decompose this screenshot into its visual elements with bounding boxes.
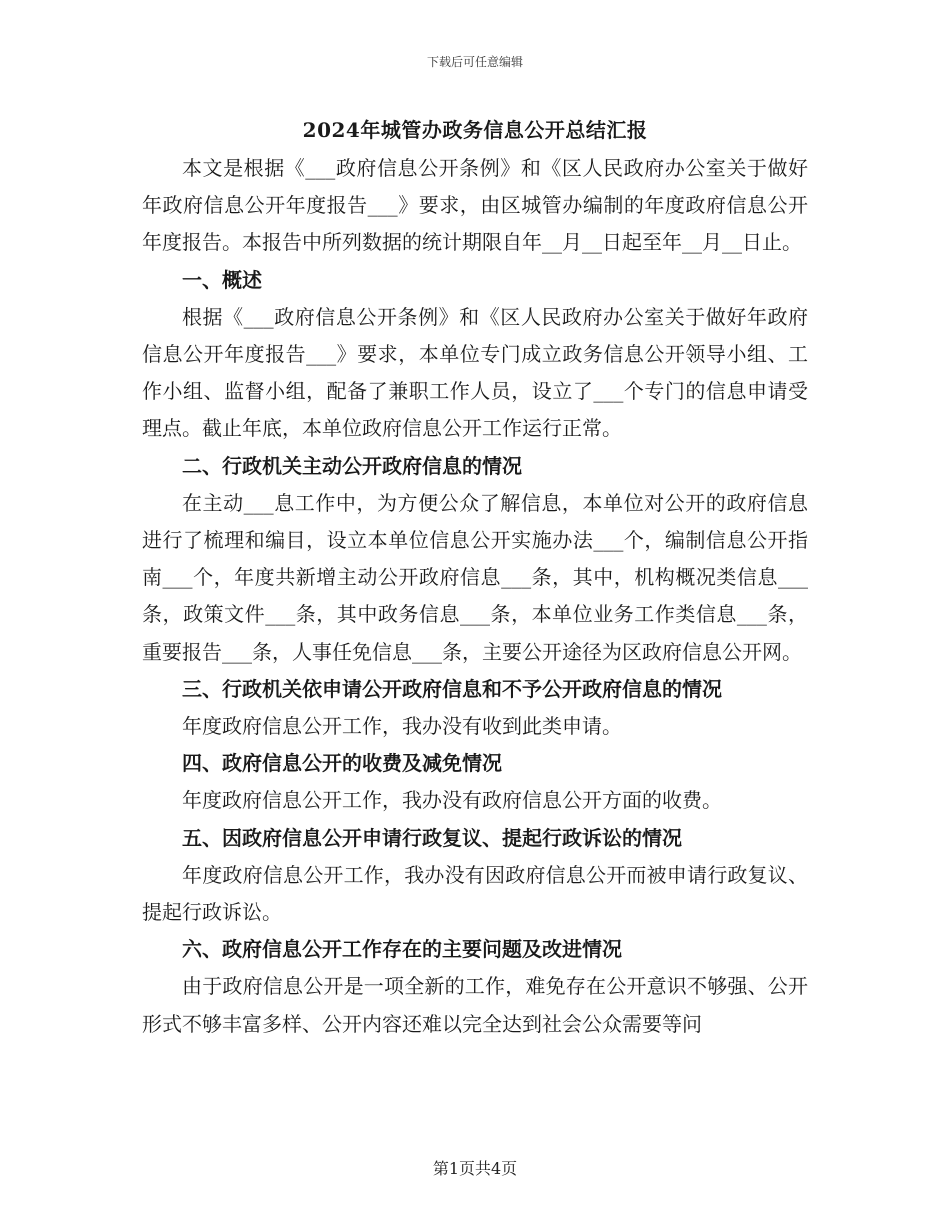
page-number: 第1页共4页 bbox=[432, 1159, 518, 1178]
section-heading-fees: 四、政府信息公开的收费及减免情况 bbox=[182, 751, 502, 776]
section-heading-reviews: 五、因政府信息公开申请行政复议、提起行政诉讼的情况 bbox=[182, 825, 682, 850]
section-heading-problems: 六、政府信息公开工作存在的主要问题及改进情况 bbox=[182, 937, 622, 962]
section-heading-applications: 三、行政机关依申请公开政府信息和不予公开政府信息的情况 bbox=[182, 676, 722, 701]
problems-paragraph: 由于政府信息公开是一项全新的工作，难免存在公开意识不够强、公开形式不够丰富多样、公开内容还难以完全达到社会公众需要等问 bbox=[142, 974, 808, 1036]
fees-paragraph: 年度政府信息公开工作，我办没有政府信息公开方面的收费。 bbox=[182, 788, 722, 813]
download-note: 下载后可任意编辑 bbox=[426, 55, 523, 69]
applications-paragraph: 年度政府信息公开工作，我办没有收到此类申请。 bbox=[182, 714, 622, 739]
section-heading-proactive-disclosure: 二、行政机关主动公开政府信息的情况 bbox=[182, 453, 522, 478]
document-body bbox=[142, 150, 808, 1043]
intro-paragraph: 本文是根据《___政府信息公开条例》和《区人民政府办公室关于做好年政府信息公开年度报告___》要求，由区城管办编制的年度政府信息公开年度报告。本报告中所列数据的统计期限自年__月__日起至年__月__日止。 bbox=[142, 156, 808, 255]
document-title: 2024年城管办政务信息公开总结汇报 bbox=[302, 118, 648, 142]
reviews-paragraph: 年度政府信息公开工作，我办没有因政府信息公开而被申请行政复议、提起行政诉讼。 bbox=[142, 862, 808, 925]
proactive-disclosure-paragraph: 在主动___息工作中，为方便公众了解信息，本单位对公开的政府信息进行了梳理和编目，设立本单位信息公开实施办法___个，编制信息公开指南___个，年度共新增主动公开政府信息___条，其中，机构概况类信息___条，政策文件___条，其中政务信息___条，本单位业务工作类信息___条，重要报告___条，人事任免信息___条，主要公开途径为区政府信息公开网。 bbox=[142, 490, 808, 664]
overview-paragraph: 根据《___政府信息公开条例》和《区人民政府办公室关于做好年政府信息公开年度报告___》要求，本单位专门成立政务信息公开领导小组、工作小组、监督小组，配备了兼职工作人员，设立了___个专门的信息申请受理点。截止年底，本单位政府信息公开工作运行正常。 bbox=[142, 304, 808, 441]
section-heading-overview: 一、概述 bbox=[182, 267, 262, 292]
